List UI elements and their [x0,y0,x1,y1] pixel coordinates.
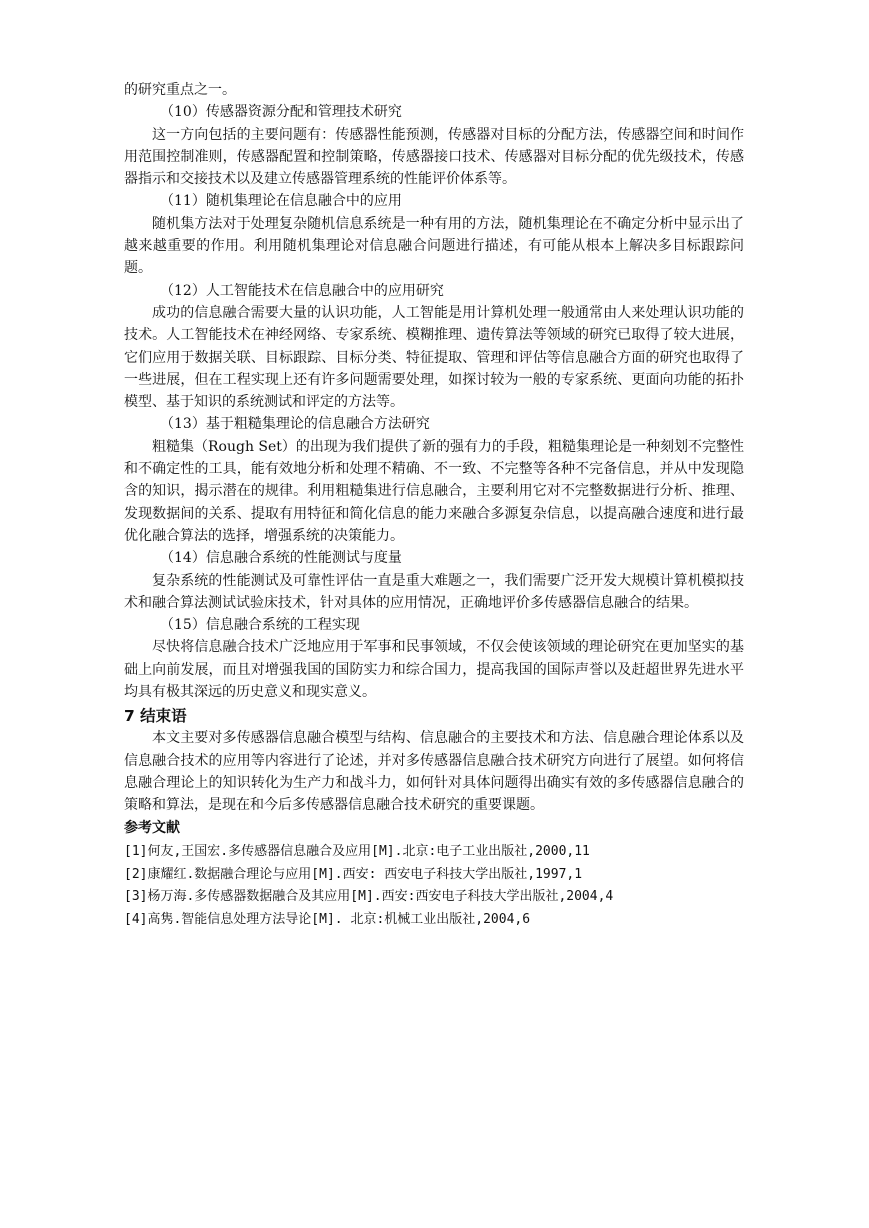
research-direction-10 [124,101,744,190]
section-heading: （13）基于粗糙集理论的信息融合方法研究 [160,416,430,433]
section-heading: （12）人工智能技术在信息融合中的应用研究 [160,282,444,299]
section-body: 随机集方法对于处理复杂随机信息系统是一种有用的方法，随机集理论在不确定分析中显示出了越来越重要的作用。利用随机集理论对信息融合问题进行描述，有可能从根本上解决多目标跟踪问题。 [124,215,744,277]
research-direction-12 [124,280,744,414]
intro-tail-text: 的研究重点之一。 [124,82,236,98]
reference-item: [2]康耀红.数据融合理论与应用[M].西安: 西安电子科技大学出版社,1997,1 [124,866,583,882]
research-direction-14 [124,547,744,614]
paper-page [124,79,744,931]
references-title: 参考文献 [124,819,180,836]
research-direction-11 [124,190,744,279]
conclusion-title: 7 结束语 [124,707,187,726]
reference-item: [1]何友,王国宏.多传感器信息融合及应用[M].北京:电子工业出版社,2000,11 [124,844,590,859]
section-heading: （15）信息融合系统的工程实现 [160,617,360,634]
section-heading: （14）信息融合系统的性能测试与度量 [160,550,402,567]
section-body: 粗糙集（Rough Set）的出现为我们提供了新的强有力的手段，粗糙集理论是一种刻划不完整性和不确定性的工具，能有效地分析和处理不精确、不一致、不完整等各种不完备信息，并从中发现隐含的知识，揭示潜在的规律。利用粗糙集进行信息融合，主要利用它对不完整数据进行分析、推理、发现数据间的关系、提取有用特征和简化信息的能力来融合多源复杂信息，以提高融合速度和进行最优化融合算法的选择，增强系统的决策能力。 [124,438,744,544]
conclusion-body: 本文主要对多传感器信息融合模型与结构、信息融合的主要技术和方法、信息融合理论体系以及信息融合技术的应用等内容进行了论述，并对多传感器信息融合技术研究方向进行了展望。如何将信息融合理论上的知识转化为生产力和战斗力，如何针对具体问题得出确实有效的多传感器信息融合的策略和算法，是现在和今后多传感器信息融合技术研究的重要课题。 [124,730,744,814]
reference-item: [3]杨万海.多传感器数据融合及其应用[M].西安:西安电子科技大学出版社,2004,4 [124,889,614,904]
reference-item: [4]高隽.智能信息处理方法导论[M]. 北京:机械工业出版社,2004,6 [124,911,531,927]
references-list [124,841,744,931]
section-body: 成功的信息融合需要大量的认识功能，人工智能是用计算机处理一般通常由人来处理认识功能的技术。人工智能技术在神经网络、专家系统、模糊推理、遗传算法等领域的研究已取得了较大进展，它们应用于数据关联、目标跟踪、目标分类、特征提取、管理和评估等信息融合方面的研究也取得了一些进展，但在工程实现上还有许多问题需要处理，如探讨较为一般的专家系统、更面向功能的拓扑模型、基于知识的系统测试和评定的方法等。 [124,304,744,411]
section-body: 尽快将信息融合技术广泛地应用于军事和民事领域，不仅会使该领域的理论研究在更加坚实的基础上向前发展，而且对增强我国的国防实力和综合国力，提高我国的国际声誉以及赶超世界先进水平均具有极其深远的历史意义和现实意义。 [124,639,744,701]
research-direction-13 [124,413,744,547]
section-heading: （11）随机集理论在信息融合中的应用 [160,193,402,210]
section-heading: （10）传感器资源分配和管理技术研究 [160,104,402,121]
section-body: 这一方向包括的主要问题有：传感器性能预测，传感器对目标的分配方法，传感器空间和时间作用范围控制准则，传感器配置和控制策略，传感器接口技术、传感器对目标分配的优先级技术，传感器指示和交接技术以及建立传感器管理系统的性能评价体系等。 [124,126,744,188]
section-body: 复杂系统的性能测试及可靠性评估一直是重大难题之一，我们需要广泛开发大规模计算机模拟技术和融合算法测试试验床技术，针对具体的应用情况，正确地评价多传感器信息融合的结果。 [124,572,744,611]
research-direction-15 [124,614,744,703]
